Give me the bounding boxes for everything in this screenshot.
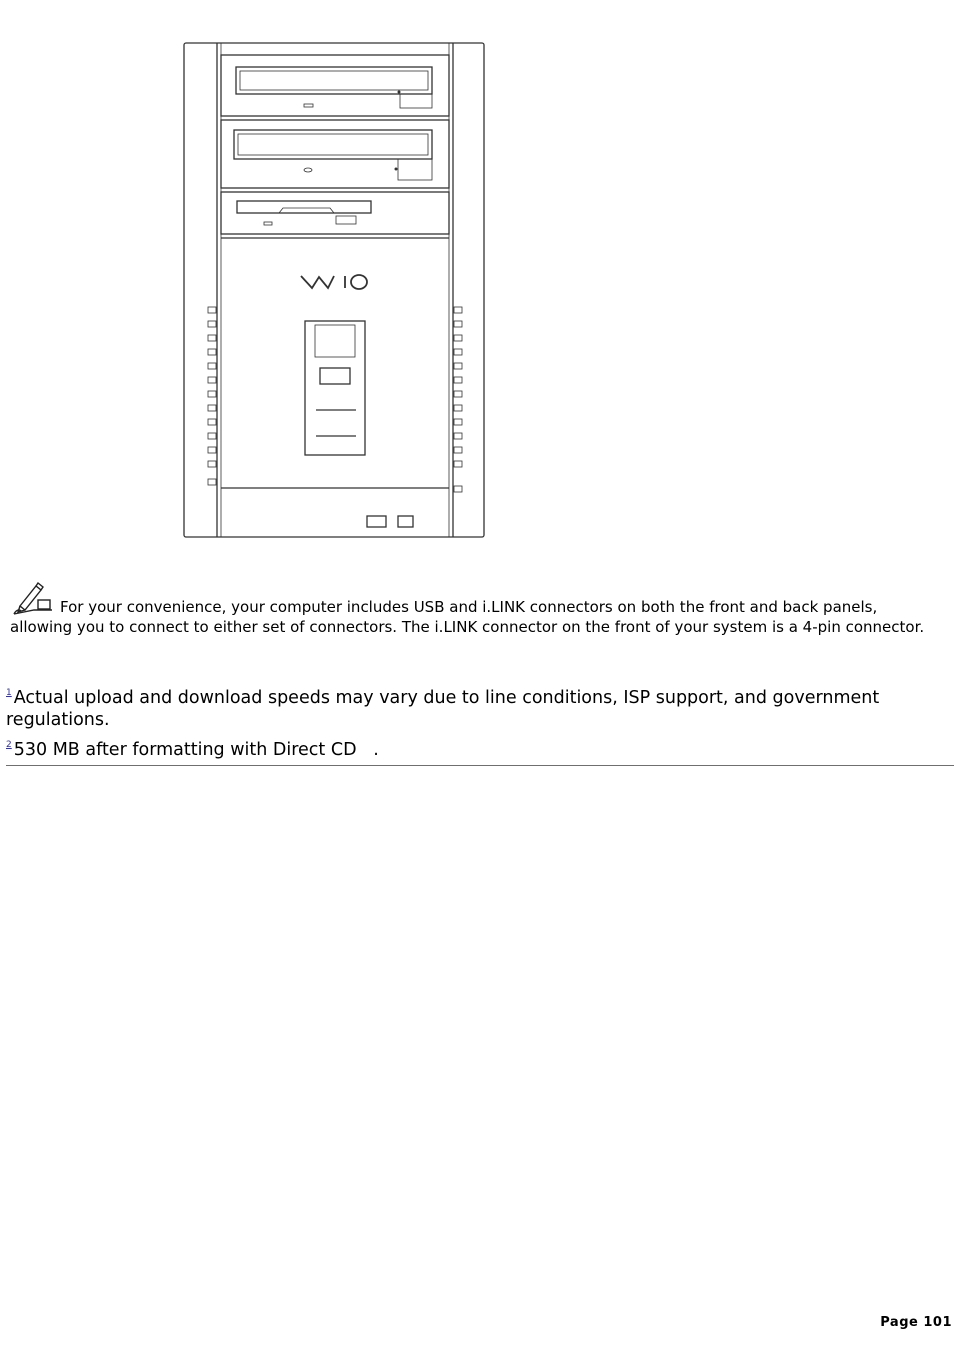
pencil-note-icon: [10, 580, 56, 618]
footnote-2-text: 530 MB after formatting with Direct CD .: [13, 740, 379, 760]
footnote-1: [6, 682, 936, 731]
footnote-2: [6, 734, 936, 761]
vaio-logo: [301, 275, 367, 289]
note: [10, 580, 944, 638]
note-text: For your convenience, your computer includes USB and i.LINK connectors on both the front and back panels, allowing you to connect to either set of connectors. The i.LINK connector on the front of your system is a 4-pin connector.: [10, 598, 925, 636]
page-number: Page 101: [880, 1315, 952, 1330]
computer-front-panel-illustration: [178, 38, 490, 542]
section-divider: [6, 765, 954, 766]
footnote-1-text: Actual upload and download speeds may vary due to line conditions, ISP support, and government regulations.: [6, 688, 880, 730]
footnote-1-marker[interactable]: 1: [6, 688, 12, 698]
footnote-2-marker[interactable]: 2: [6, 740, 12, 750]
